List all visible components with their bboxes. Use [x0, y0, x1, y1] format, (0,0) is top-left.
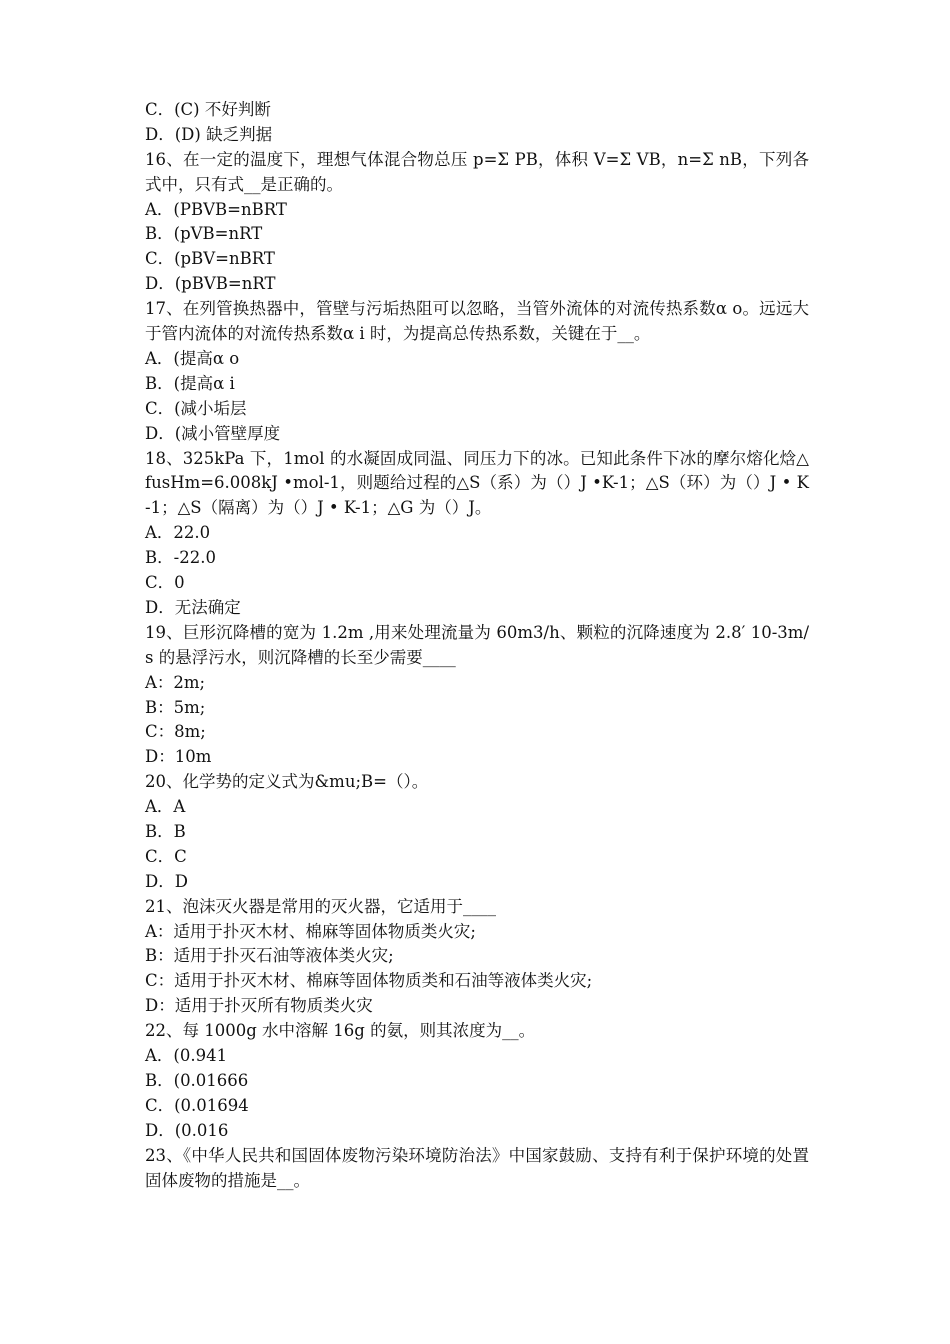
document-body: [145, 98, 809, 1193]
option-d-prev: D．(D) 缺乏判据: [145, 124, 273, 144]
question-22-option-d: D．(0.016: [145, 1120, 229, 1140]
question-16-option-d: D．(pBVB=nRT: [145, 274, 276, 294]
question-22-stem: 22、每 1000g 水中溶解 16g 的氨，则其浓度为__。: [145, 1021, 536, 1041]
question-20-option-b: B．B: [145, 821, 186, 841]
question-21-option-b: B：适用于扑灭石油等液体类火灾;: [145, 946, 394, 966]
question-18-option-b: B．-22.0: [145, 548, 216, 568]
question-20: [145, 770, 809, 894]
question-21-stem: 21、泡沫灭火器是常用的灭火器，它适用于____: [145, 896, 496, 916]
question-21-option-d: D：适用于扑灭所有物质类火灾: [145, 996, 373, 1016]
question-19-stem: 19、巨形沉降槽的宽为 1.2m ,用来处理流量为 60m3/h、颗粒的沉降速度为 2.8′ 10-3m/s 的悬浮污水，则沉降槽的长至少需要____: [145, 622, 809, 667]
question-21: [145, 895, 809, 1019]
question-18-option-c: C．0: [145, 573, 185, 593]
question-16-option-b: B．(pVB=nRT: [145, 224, 263, 244]
question-17: [145, 297, 809, 446]
question-16-option-c: C．(pBV=nBRT: [145, 249, 275, 269]
question-22-option-b: B．(0.01666: [145, 1070, 249, 1090]
question-17-option-b: B．(提高α i: [145, 373, 235, 393]
question-19-option-c: C：8m;: [145, 722, 206, 742]
question-17-option-a: A．(提高α o: [145, 348, 240, 368]
question-19: [145, 621, 809, 770]
question-21-option-a: A：适用于扑灭木材、棉麻等固体物质类火灾;: [145, 921, 476, 941]
question-22: [145, 1019, 809, 1143]
question-16-option-a: A．(PBVB=nBRT: [145, 199, 287, 219]
question-19-option-d: D：10m: [145, 747, 212, 767]
question-21-option-c: C：适用于扑灭木材、棉麻等固体物质类和石油等液体类火灾;: [145, 971, 593, 991]
question-23-stem: 23、《中华人民共和国固体废物污染环境防治法》中国家鼓励、支持有利于保护环境的处置固体废物的措施是__。: [145, 1145, 809, 1190]
question-19-option-b: B：5m;: [145, 697, 206, 717]
question-20-stem: 20、化学势的定义式为&mu;B=（）。: [145, 772, 429, 792]
question-18: [145, 447, 809, 621]
question-16: [145, 148, 809, 297]
question-23: [145, 1144, 809, 1194]
option-c-prev: C．(C) 不好判断: [145, 100, 271, 119]
question-18-option-a: A．22.0: [145, 523, 211, 543]
question-17-option-c: C．(减小垢层: [145, 398, 247, 418]
question-16-stem: 16、在一定的温度下，理想气体混合物总压 p=Σ PB，体积 V=Σ VB，n=Σ nB，下列各式中，只有式__是正确的。: [145, 149, 809, 194]
question-22-option-c: C．(0.01694: [145, 1095, 249, 1115]
question-20-option-d: D．D: [145, 871, 188, 891]
question-20-option-c: C．C: [145, 846, 187, 866]
question-17-option-d: D．(减小管壁厚度: [145, 423, 281, 443]
question-19-option-a: A：2m;: [145, 672, 206, 692]
question-22-option-a: A．(0.941: [145, 1046, 228, 1066]
question-17-stem: 17、在列管换热器中，管壁与污垢热阻可以忽略，当管外流体的对流传热系数α o。远远大于管内流体的对流传热系数α i 时，为提高总传热系数，关键在于__。: [145, 299, 809, 344]
question-18-option-d: D．无法确定: [145, 597, 241, 617]
question-20-option-a: A．A: [145, 797, 186, 817]
question-18-stem: 18、325kPa 下，1mol 的水凝固成同温、同压力下的冰。已知此条件下冰的摩尔熔化焓△fusHm=6.008kJ •mol-1，则题给过程的△S（系）为（）J •K-1；△S（环）为（）J • K-1；△S（隔离）为（）J • K-1；△G 为（）J。: [145, 448, 809, 518]
